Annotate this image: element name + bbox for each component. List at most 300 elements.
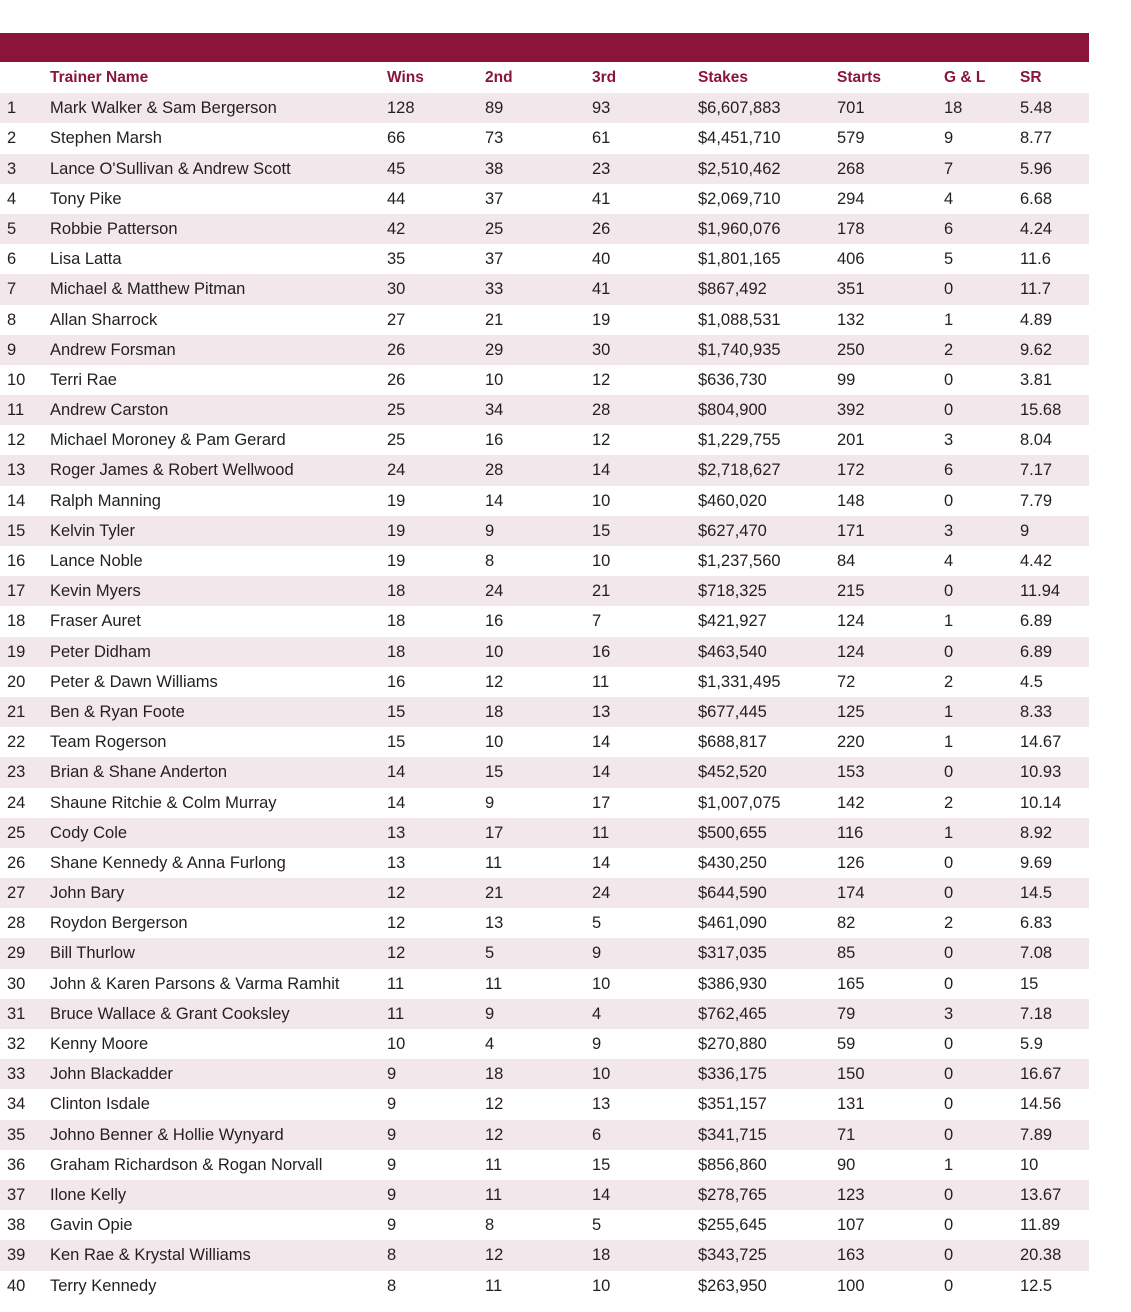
cell-wins: 35 xyxy=(387,250,406,269)
cell-sr: 7.17 xyxy=(1020,461,1053,480)
cell-stakes: $430,250 xyxy=(698,853,767,872)
cell-stakes: $2,718,627 xyxy=(698,461,781,480)
cell-third: 61 xyxy=(592,129,611,148)
cell-sr: 8.77 xyxy=(1020,129,1053,148)
cell-sr: 14.5 xyxy=(1020,884,1053,903)
table-row xyxy=(0,938,1089,968)
table-row xyxy=(0,788,1089,818)
table-row xyxy=(0,123,1089,153)
cell-wins: 27 xyxy=(387,310,406,329)
cell-rank: 40 xyxy=(7,1276,26,1295)
table-row xyxy=(0,637,1089,667)
cell-second: 34 xyxy=(485,401,504,420)
cell-stakes: $627,470 xyxy=(698,521,767,540)
table-row xyxy=(0,335,1089,365)
cell-trainer-name: Johno Benner & Hollie Wynyard xyxy=(50,1125,284,1144)
cell-starts: 124 xyxy=(837,612,865,631)
cell-second: 5 xyxy=(485,944,495,963)
table-header-row xyxy=(0,63,1089,93)
cell-second: 24 xyxy=(485,582,504,601)
table-row xyxy=(0,546,1089,576)
cell-stakes: $644,590 xyxy=(698,884,767,903)
cell-wins: 42 xyxy=(387,219,406,238)
cell-rank: 14 xyxy=(7,491,26,510)
cell-sr: 5.9 xyxy=(1020,1035,1043,1053)
cell-trainer-name: Bruce Wallace & Grant Cooksley xyxy=(50,1004,290,1023)
cell-trainer-name: Cody Cole xyxy=(50,823,128,842)
cell-g-and-l: 3 xyxy=(944,521,954,540)
cell-sr: 3.81 xyxy=(1020,370,1053,389)
cell-wins: 11 xyxy=(387,974,405,993)
cell-sr: 14.56 xyxy=(1020,1095,1062,1114)
cell-stakes: $762,465 xyxy=(698,1004,767,1023)
cell-g-and-l: 0 xyxy=(944,582,954,601)
cell-rank: 34 xyxy=(7,1095,26,1114)
cell-rank: 18 xyxy=(7,612,26,631)
cell-third: 24 xyxy=(592,884,611,903)
cell-rank: 20 xyxy=(7,672,26,691)
cell-sr: 4.42 xyxy=(1020,552,1053,570)
cell-second: 18 xyxy=(485,1065,504,1084)
cell-rank: 21 xyxy=(7,702,26,721)
cell-trainer-name: Peter & Dawn Williams xyxy=(50,672,218,691)
cell-third: 12 xyxy=(592,370,611,389)
cell-trainer-name: Shane Kennedy & Anna Furlong xyxy=(50,853,286,872)
cell-wins: 13 xyxy=(387,853,406,872)
cell-g-and-l: 2 xyxy=(944,914,954,933)
cell-g-and-l: 1 xyxy=(944,612,954,631)
cell-g-and-l: 1 xyxy=(944,823,954,842)
cell-second: 29 xyxy=(485,340,504,359)
cell-rank: 13 xyxy=(7,461,26,480)
cell-starts: 351 xyxy=(837,280,865,299)
cell-second: 37 xyxy=(485,250,504,269)
cell-stakes: $1,801,165 xyxy=(698,250,781,269)
cell-trainer-name: Lisa Latta xyxy=(50,250,122,269)
cell-stakes: $351,157 xyxy=(698,1095,767,1114)
cell-trainer-name: Kevin Myers xyxy=(50,582,141,601)
cell-wins: 9 xyxy=(387,1155,397,1174)
table-row xyxy=(0,576,1089,606)
table-row xyxy=(0,516,1089,546)
cell-g-and-l: 0 xyxy=(944,642,954,661)
cell-starts: 99 xyxy=(837,370,856,389)
cell-wins: 12 xyxy=(387,914,406,933)
cell-stakes: $460,020 xyxy=(698,491,767,510)
table-row xyxy=(0,1150,1089,1180)
cell-g-and-l: 0 xyxy=(944,1125,954,1144)
cell-g-and-l: 3 xyxy=(944,431,954,450)
cell-starts: 215 xyxy=(837,582,865,601)
cell-wins: 19 xyxy=(387,521,406,540)
cell-third: 10 xyxy=(592,974,611,993)
cell-rank: 12 xyxy=(7,431,26,450)
cell-g-and-l: 0 xyxy=(944,884,954,903)
cell-stakes: $677,445 xyxy=(698,702,767,721)
cell-wins: 12 xyxy=(387,884,406,903)
cell-third: 41 xyxy=(592,280,611,299)
cell-third: 21 xyxy=(592,582,611,601)
cell-starts: 178 xyxy=(837,219,865,238)
table-row xyxy=(0,667,1089,697)
cell-wins: 18 xyxy=(387,582,406,601)
table-row xyxy=(0,395,1089,425)
cell-third: 10 xyxy=(592,552,611,570)
cell-second: 10 xyxy=(485,733,504,752)
cell-sr: 11.6 xyxy=(1020,250,1051,269)
cell-trainer-name: Kenny Moore xyxy=(50,1035,149,1053)
cell-trainer-name: Roger James & Robert Wellwood xyxy=(50,461,294,480)
cell-stakes: $500,655 xyxy=(698,823,767,842)
cell-second: 8 xyxy=(485,552,495,570)
cell-g-and-l: 4 xyxy=(944,552,954,570)
cell-second: 16 xyxy=(485,612,504,631)
cell-second: 16 xyxy=(485,431,504,450)
table-row xyxy=(0,848,1089,878)
cell-stakes: $856,860 xyxy=(698,1155,767,1174)
cell-third: 14 xyxy=(592,733,611,752)
cell-starts: 59 xyxy=(837,1035,856,1053)
cell-third: 9 xyxy=(592,944,602,963)
cell-wins: 66 xyxy=(387,129,406,148)
cell-stakes: $6,607,883 xyxy=(698,99,781,118)
cell-third: 30 xyxy=(592,340,611,359)
cell-g-and-l: 0 xyxy=(944,1095,954,1114)
cell-wins: 128 xyxy=(387,99,415,118)
table-row xyxy=(0,606,1089,636)
cell-stakes: $463,540 xyxy=(698,642,767,661)
cell-third: 23 xyxy=(592,159,611,178)
cell-second: 33 xyxy=(485,280,504,299)
cell-sr: 10.14 xyxy=(1020,793,1062,812)
cell-second: 9 xyxy=(485,521,495,540)
cell-stakes: $1,088,531 xyxy=(698,310,781,329)
cell-stakes: $343,725 xyxy=(698,1246,767,1265)
cell-starts: 579 xyxy=(837,129,865,148)
cell-rank: 23 xyxy=(7,763,26,782)
cell-sr: 6.89 xyxy=(1020,642,1053,661)
cell-wins: 11 xyxy=(387,1004,405,1023)
table-row xyxy=(0,1271,1089,1301)
cell-trainer-name: Ilone Kelly xyxy=(50,1185,127,1204)
cell-trainer-name: Ben & Ryan Foote xyxy=(50,702,185,721)
cell-second: 10 xyxy=(485,370,504,389)
cell-rank: 6 xyxy=(7,250,17,269)
table-row xyxy=(0,697,1089,727)
cell-third: 14 xyxy=(592,853,611,872)
cell-trainer-name: Mark Walker & Sam Bergerson xyxy=(50,99,277,118)
cell-g-and-l: 1 xyxy=(944,310,954,329)
cell-rank: 32 xyxy=(7,1035,26,1053)
cell-sr: 6.89 xyxy=(1020,612,1053,631)
cell-second: 11 xyxy=(485,1276,503,1295)
cell-third: 11 xyxy=(592,672,610,691)
table-row xyxy=(0,93,1089,123)
cell-wins: 13 xyxy=(387,823,406,842)
cell-stakes: $636,730 xyxy=(698,370,767,389)
cell-second: 11 xyxy=(485,853,503,872)
cell-g-and-l: 1 xyxy=(944,1155,954,1174)
cell-g-and-l: 0 xyxy=(944,974,954,993)
cell-second: 17 xyxy=(485,823,504,842)
cell-g-and-l: 6 xyxy=(944,461,954,480)
cell-third: 7 xyxy=(592,612,602,631)
cell-wins: 44 xyxy=(387,189,406,208)
cell-trainer-name: Gavin Opie xyxy=(50,1216,133,1235)
cell-g-and-l: 1 xyxy=(944,702,954,721)
cell-g-and-l: 0 xyxy=(944,944,954,963)
cell-second: 73 xyxy=(485,129,504,148)
cell-second: 9 xyxy=(485,1004,495,1023)
header-g-and-l: G & L xyxy=(944,69,986,86)
cell-g-and-l: 3 xyxy=(944,1004,954,1023)
cell-wins: 30 xyxy=(387,280,406,299)
cell-starts: 294 xyxy=(837,189,865,208)
cell-starts: 126 xyxy=(837,853,865,872)
cell-sr: 7.18 xyxy=(1020,1004,1053,1023)
cell-third: 28 xyxy=(592,401,611,420)
cell-wins: 25 xyxy=(387,401,406,420)
cell-rank: 3 xyxy=(7,159,17,178)
cell-stakes: $688,817 xyxy=(698,733,767,752)
cell-wins: 8 xyxy=(387,1276,397,1295)
cell-second: 14 xyxy=(485,491,504,510)
cell-rank: 22 xyxy=(7,733,26,752)
cell-wins: 12 xyxy=(387,944,406,963)
header-sr: SR xyxy=(1020,69,1042,86)
cell-starts: 79 xyxy=(837,1004,856,1023)
cell-second: 11 xyxy=(485,974,503,993)
cell-starts: 85 xyxy=(837,944,856,963)
cell-starts: 171 xyxy=(837,521,865,540)
table-row xyxy=(0,154,1089,184)
cell-third: 14 xyxy=(592,763,611,782)
cell-starts: 125 xyxy=(837,702,865,721)
cell-stakes: $2,510,462 xyxy=(698,159,781,178)
cell-starts: 220 xyxy=(837,733,865,752)
cell-starts: 82 xyxy=(837,914,856,933)
cell-g-and-l: 0 xyxy=(944,1065,954,1084)
cell-starts: 392 xyxy=(837,401,865,420)
cell-stakes: $1,007,075 xyxy=(698,793,781,812)
cell-sr: 9 xyxy=(1020,521,1030,540)
cell-g-and-l: 5 xyxy=(944,250,954,269)
cell-second: 18 xyxy=(485,702,504,721)
cell-stakes: $867,492 xyxy=(698,280,767,299)
cell-sr: 4.89 xyxy=(1020,310,1053,329)
cell-sr: 10.93 xyxy=(1020,763,1062,782)
cell-sr: 14.67 xyxy=(1020,733,1062,752)
cell-sr: 12.5 xyxy=(1020,1276,1053,1295)
cell-rank: 1 xyxy=(7,99,17,118)
cell-third: 5 xyxy=(592,1216,602,1235)
cell-rank: 2 xyxy=(7,129,17,148)
header-wins: Wins xyxy=(387,69,424,86)
cell-trainer-name: Roydon Bergerson xyxy=(50,914,188,933)
cell-wins: 18 xyxy=(387,612,406,631)
cell-wins: 9 xyxy=(387,1216,397,1235)
cell-wins: 8 xyxy=(387,1246,397,1265)
cell-stakes: $1,237,560 xyxy=(698,552,781,570)
cell-second: 89 xyxy=(485,99,504,118)
cell-wins: 16 xyxy=(387,672,406,691)
cell-sr: 6.83 xyxy=(1020,914,1053,933)
cell-g-and-l: 0 xyxy=(944,1246,954,1265)
cell-rank: 26 xyxy=(7,853,26,872)
cell-wins: 26 xyxy=(387,370,406,389)
header-stakes: Stakes xyxy=(698,69,748,86)
cell-trainer-name: Terry Kennedy xyxy=(50,1276,157,1295)
cell-trainer-name: Team Rogerson xyxy=(50,733,167,752)
cell-wins: 15 xyxy=(387,702,406,721)
cell-third: 15 xyxy=(592,1155,611,1174)
cell-wins: 9 xyxy=(387,1065,397,1084)
cell-starts: 72 xyxy=(837,672,856,691)
cell-rank: 25 xyxy=(7,823,26,842)
cell-second: 11 xyxy=(485,1155,503,1174)
cell-second: 21 xyxy=(485,884,504,903)
table-row xyxy=(0,305,1089,335)
cell-sr: 4.24 xyxy=(1020,219,1053,238)
cell-trainer-name: John Blackadder xyxy=(50,1065,173,1084)
cell-sr: 15.68 xyxy=(1020,401,1062,420)
cell-g-and-l: 0 xyxy=(944,853,954,872)
cell-starts: 172 xyxy=(837,461,865,480)
cell-g-and-l: 0 xyxy=(944,280,954,299)
cell-third: 14 xyxy=(592,461,611,480)
cell-trainer-name: Robbie Patterson xyxy=(50,219,178,238)
cell-rank: 36 xyxy=(7,1155,26,1174)
cell-rank: 7 xyxy=(7,280,17,299)
header-starts: Starts xyxy=(837,69,881,86)
cell-trainer-name: Ken Rae & Krystal Williams xyxy=(50,1246,251,1265)
cell-third: 41 xyxy=(592,189,611,208)
cell-wins: 14 xyxy=(387,793,406,812)
table-row xyxy=(0,757,1089,787)
title-banner xyxy=(0,33,1089,62)
cell-stakes: $255,645 xyxy=(698,1216,767,1235)
cell-rank: 37 xyxy=(7,1185,26,1204)
cell-third: 12 xyxy=(592,431,611,450)
cell-g-and-l: 0 xyxy=(944,1216,954,1235)
cell-g-and-l: 0 xyxy=(944,491,954,510)
table-row xyxy=(0,244,1089,274)
cell-starts: 201 xyxy=(837,431,865,450)
cell-wins: 26 xyxy=(387,340,406,359)
cell-third: 18 xyxy=(592,1246,611,1265)
table-row xyxy=(0,214,1089,244)
cell-trainer-name: Michael & Matthew Pitman xyxy=(50,280,246,299)
cell-third: 93 xyxy=(592,99,611,118)
cell-trainer-name: Lance O'Sullivan & Andrew Scott xyxy=(50,159,291,178)
cell-trainer-name: Peter Didham xyxy=(50,642,151,661)
cell-second: 9 xyxy=(485,793,495,812)
cell-wins: 45 xyxy=(387,159,406,178)
cell-sr: 7.79 xyxy=(1020,491,1053,510)
table-row xyxy=(0,486,1089,516)
cell-wins: 9 xyxy=(387,1125,397,1144)
cell-rank: 19 xyxy=(7,642,26,661)
cell-g-and-l: 2 xyxy=(944,672,954,691)
cell-stakes: $452,520 xyxy=(698,763,767,782)
cell-sr: 16.67 xyxy=(1020,1065,1062,1084)
cell-third: 5 xyxy=(592,914,602,933)
cell-third: 6 xyxy=(592,1125,602,1144)
cell-rank: 16 xyxy=(7,552,26,570)
cell-second: 25 xyxy=(485,219,504,238)
cell-starts: 153 xyxy=(837,763,865,782)
cell-starts: 116 xyxy=(837,823,864,842)
header-second: 2nd xyxy=(485,69,513,86)
table-row xyxy=(0,878,1089,908)
cell-sr: 11.94 xyxy=(1020,582,1061,601)
table-row xyxy=(0,365,1089,395)
cell-wins: 15 xyxy=(387,733,406,752)
cell-third: 10 xyxy=(592,1065,611,1084)
table-row xyxy=(0,455,1089,485)
cell-wins: 14 xyxy=(387,763,406,782)
cell-starts: 124 xyxy=(837,642,865,661)
cell-sr: 20.38 xyxy=(1020,1246,1062,1265)
table-row xyxy=(0,1029,1089,1059)
cell-starts: 406 xyxy=(837,250,865,269)
cell-rank: 8 xyxy=(7,310,17,329)
cell-stakes: $270,880 xyxy=(698,1035,767,1053)
cell-stakes: $1,229,755 xyxy=(698,431,781,450)
cell-rank: 4 xyxy=(7,189,17,208)
cell-stakes: $804,900 xyxy=(698,401,767,420)
cell-trainer-name: Stephen Marsh xyxy=(50,129,162,148)
table-row xyxy=(0,184,1089,214)
cell-third: 15 xyxy=(592,521,611,540)
cell-g-and-l: 4 xyxy=(944,189,954,208)
cell-rank: 15 xyxy=(7,521,26,540)
cell-third: 26 xyxy=(592,219,611,238)
cell-third: 16 xyxy=(592,642,611,661)
cell-wins: 18 xyxy=(387,642,406,661)
table-row xyxy=(0,1240,1089,1270)
cell-rank: 31 xyxy=(7,1004,26,1023)
cell-starts: 131 xyxy=(837,1095,865,1114)
cell-trainer-name: Michael Moroney & Pam Gerard xyxy=(50,431,286,450)
cell-rank: 29 xyxy=(7,944,26,963)
cell-rank: 30 xyxy=(7,974,26,993)
cell-sr: 10 xyxy=(1020,1155,1039,1174)
cell-stakes: $278,765 xyxy=(698,1185,767,1204)
cell-trainer-name: Fraser Auret xyxy=(50,612,141,631)
cell-wins: 19 xyxy=(387,552,406,570)
cell-rank: 28 xyxy=(7,914,26,933)
cell-rank: 5 xyxy=(7,219,17,238)
cell-third: 13 xyxy=(592,702,611,721)
cell-starts: 150 xyxy=(837,1065,865,1084)
cell-sr: 8.92 xyxy=(1020,823,1053,842)
cell-stakes: $4,451,710 xyxy=(698,129,781,148)
cell-third: 13 xyxy=(592,1095,611,1114)
cell-third: 10 xyxy=(592,1276,611,1295)
cell-starts: 165 xyxy=(837,974,865,993)
cell-sr: 13.67 xyxy=(1020,1185,1062,1204)
cell-sr: 11.89 xyxy=(1020,1216,1061,1235)
table-row xyxy=(0,1180,1089,1210)
cell-g-and-l: 0 xyxy=(944,1276,954,1295)
cell-sr: 15 xyxy=(1020,974,1039,993)
cell-sr: 5.96 xyxy=(1020,159,1053,178)
cell-third: 19 xyxy=(592,310,611,329)
cell-trainer-name: Andrew Forsman xyxy=(50,340,176,359)
cell-trainer-name: Ralph Manning xyxy=(50,491,161,510)
cell-starts: 107 xyxy=(837,1216,865,1235)
